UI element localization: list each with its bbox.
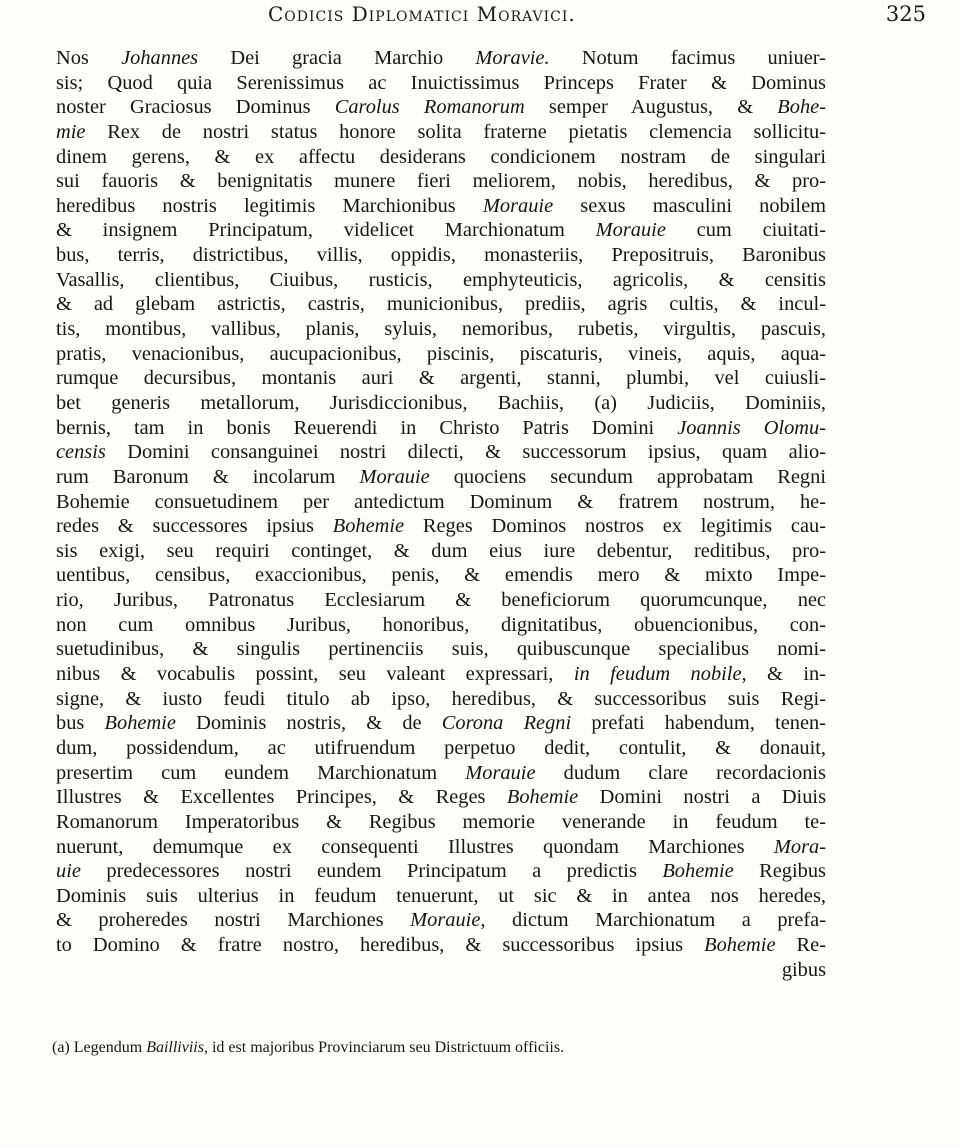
italic-segment: Bohemie [332,515,405,538]
italic-segment: Carolus Romanorum [334,96,525,119]
text-segment: Dominis nostris, & de [175,712,442,735]
running-head: Codicis Diplomatici Moravici. [268,2,576,26]
text-segment: rio, Juribus, Patronatus Ecclesiarum & beneficiorum quorumcunque, nec [56,589,826,612]
footnote-italic-term: Bailliviis, [146,1039,208,1056]
text-segment: sui fauoris & benignitatis munere fieri meliorem, nobis, heredibus, & pro- [56,170,826,193]
text-segment: quociens secundum approbatam Regni [429,465,826,488]
text-segment: sis exigi, seu requiri continget, & dum eius iure debentur, reditibus, pro- [56,539,826,562]
text-segment: Illustres & Excellentes Principes, & Reges [56,786,507,809]
text-segment: cum ciuitati- [665,219,826,242]
text-line [56,662,826,687]
text-line [56,835,826,860]
text-segment: Nos [56,47,122,69]
text-segment: heredibus nostris legitimis Marchionibus [56,194,483,217]
italic-segment: Morauie, [410,909,486,932]
page-header [60,2,950,42]
text-line [56,613,826,638]
text-segment: signe, & iusto feudi titulo ab ipso, heredibus, & successoribus suis Regi- [56,687,826,710]
text-segment: & proheredes nostri Marchiones [56,909,411,932]
footnote-marker: (a) [52,1039,70,1056]
text-segment: Dominis suis ulterius in feudum tenuerunt, ut sic & in antea nos heredes, [56,884,826,907]
text-line [56,736,826,761]
italic-segment: in feudum nobile, [573,663,747,686]
text-line [56,908,826,933]
italic-segment: Morauie [595,219,666,242]
text-line [56,46,826,71]
italic-segment: Johannes [121,47,199,69]
text-segment: Regibus [733,860,826,883]
text-segment: Reges Dominos nostros ex legitimis cau- [404,515,826,538]
italic-segment: censis [56,441,106,464]
text-line [56,711,826,736]
text-segment: bet generis metallorum, Jurisdiccionibus, Bachiis, (a) Judiciis, Dominiis, [56,391,826,414]
text-line [56,810,826,835]
text-segment: rumque decursibus, montanis auri & argenti, stanni, plumbi, vel cuiusli- [56,367,826,390]
text-segment: presertim cum eundem Marchionatum [56,761,466,784]
text-line [56,933,826,958]
text-line [56,342,826,367]
text-line [56,884,826,909]
text-segment: Dei gracia Marchio [198,47,476,69]
text-segment: sis; Quod quia Serenissimus ac Inuictissimus Princeps Frater & Dominus [56,71,826,94]
text-segment: Domini nostri a Diuis [578,786,826,809]
text-segment: suetudinibus, & singulis pertinenciis suis, quibuscunque specialibus nomi- [56,638,826,661]
text-line [56,366,826,391]
text-segment: sexus masculini nobilem [553,194,826,217]
footnote-text-after: id est majoribus Provinciarum seu Districtuum officiis. [207,1039,565,1056]
text-line [56,169,826,194]
text-line [56,859,826,884]
italic-segment: Mora- [773,835,826,858]
text-segment: dictum Marchionatum a prefa- [485,909,826,932]
text-line [56,958,826,983]
italic-segment: Bohemie [506,786,579,809]
text-segment: Bohemie consuetudinem per antedictum Dominum & fratrem nostrum, he- [56,490,826,513]
text-line [56,317,826,342]
text-segment: Domini consanguinei nostri dilecti, & successorum ipsius, quam alio- [105,441,826,464]
text-segment: non cum omnibus Juribus, honoribus, dignitatibus, obuencionibus, con- [56,613,826,636]
text-segment: Rex de nostri status honore solita fraterne pietatis clemencia sollicitu- [85,120,826,143]
text-line [56,490,826,515]
italic-segment: Joannis Olomu- [677,416,826,439]
text-segment: gibus [781,958,826,981]
text-line [56,391,826,416]
italic-segment: Bohemie [704,934,776,957]
text-line [56,588,826,613]
text-line [56,194,826,219]
text-line [56,218,826,243]
italic-segment: uie [56,860,81,883]
italic-segment: Bohe- [777,96,826,119]
text-segment: Re- [775,934,826,957]
text-line [56,637,826,662]
text-segment: to Domino & fratre nostro, heredibus, & successoribus ipsius [56,934,705,957]
text-segment: redes & successores ipsius [56,515,333,538]
text-segment: dinem gerens, & ex affectu desiderans condicionem nostram de singulari [56,145,826,168]
text-segment: nibus & vocabulis possint, seu valeant expressari, [56,663,574,686]
text-line [56,465,826,490]
text-line [56,416,826,441]
text-line [56,687,826,712]
page-number: 325 [885,2,926,26]
italic-segment: Bohemie [662,860,734,883]
text-segment: prefati habendum, tenen- [571,712,826,735]
footnote-text-before: Legendum [73,1039,147,1056]
text-segment: dudum clare recordacionis [535,761,826,784]
text-segment: uentibus, censibus, exaccionibus, penis, & emendis mero & mixto Impe- [56,564,826,587]
text-line [56,440,826,465]
text-segment: Notum facimus uniuer- [549,47,826,69]
text-line [56,761,826,786]
text-segment: semper Augustus, & [524,96,778,119]
text-segment: Romanorum Imperatoribus & Regibus memorie venerande in feudum te- [56,810,826,833]
text-line [56,95,826,120]
text-segment: bus [56,712,105,735]
italic-segment: Morauie [465,761,536,784]
text-line [56,563,826,588]
text-line [56,145,826,170]
text-segment: & insignem Principatum, videlicet Marchionatum [56,219,596,242]
italic-segment: Morauie [359,465,430,488]
text-line [56,785,826,810]
italic-segment: Moravie. [475,47,550,69]
main-text-block [56,46,826,982]
italic-segment: mie [56,120,86,143]
text-segment: predecessores nostri eundem Principatum a predictis [80,860,663,883]
footnote [52,1039,852,1057]
text-segment: bus, terris, districtibus, villis, oppidis, monasteriis, Prepositruis, Baronibus [56,244,826,267]
text-segment: nuerunt, demumque ex consequenti Illustres quondam Marchiones [56,835,774,858]
italic-segment: Corona Regni [441,712,572,735]
text-segment: & ad glebam astrictis, castris, municionibus, prediis, agris cultis, & incul- [56,293,826,316]
text-line [56,268,826,293]
text-segment: bernis, tam in bonis Reuerendi in Christo Patris Domini [56,416,678,439]
text-line [56,514,826,539]
text-segment: & in- [746,663,826,686]
italic-segment: Morauie [482,194,554,217]
text-line [56,539,826,564]
text-line [56,243,826,268]
text-line [56,292,826,317]
text-segment: pratis, venacionibus, aucupacionibus, piscinis, piscaturis, vineis, aquis, aqua- [56,342,826,365]
text-segment: noster Graciosus Dominus [56,96,335,119]
text-segment: Vasallis, clientibus, Ciuibus, rusticis, emphyteuticis, agricolis, & censitis [56,268,826,291]
text-segment: rum Baronum & incolarum [56,465,360,488]
text-line [56,71,826,96]
text-segment: dum, possidendum, ac utifruendum perpetuo dedit, contulit, & donauit, [56,736,826,759]
text-line [56,120,826,145]
text-segment: tis, montibus, vallibus, planis, syluis, nemoribus, rubetis, virgultis, pascuis, [56,318,826,341]
italic-segment: Bohemie [104,712,176,735]
